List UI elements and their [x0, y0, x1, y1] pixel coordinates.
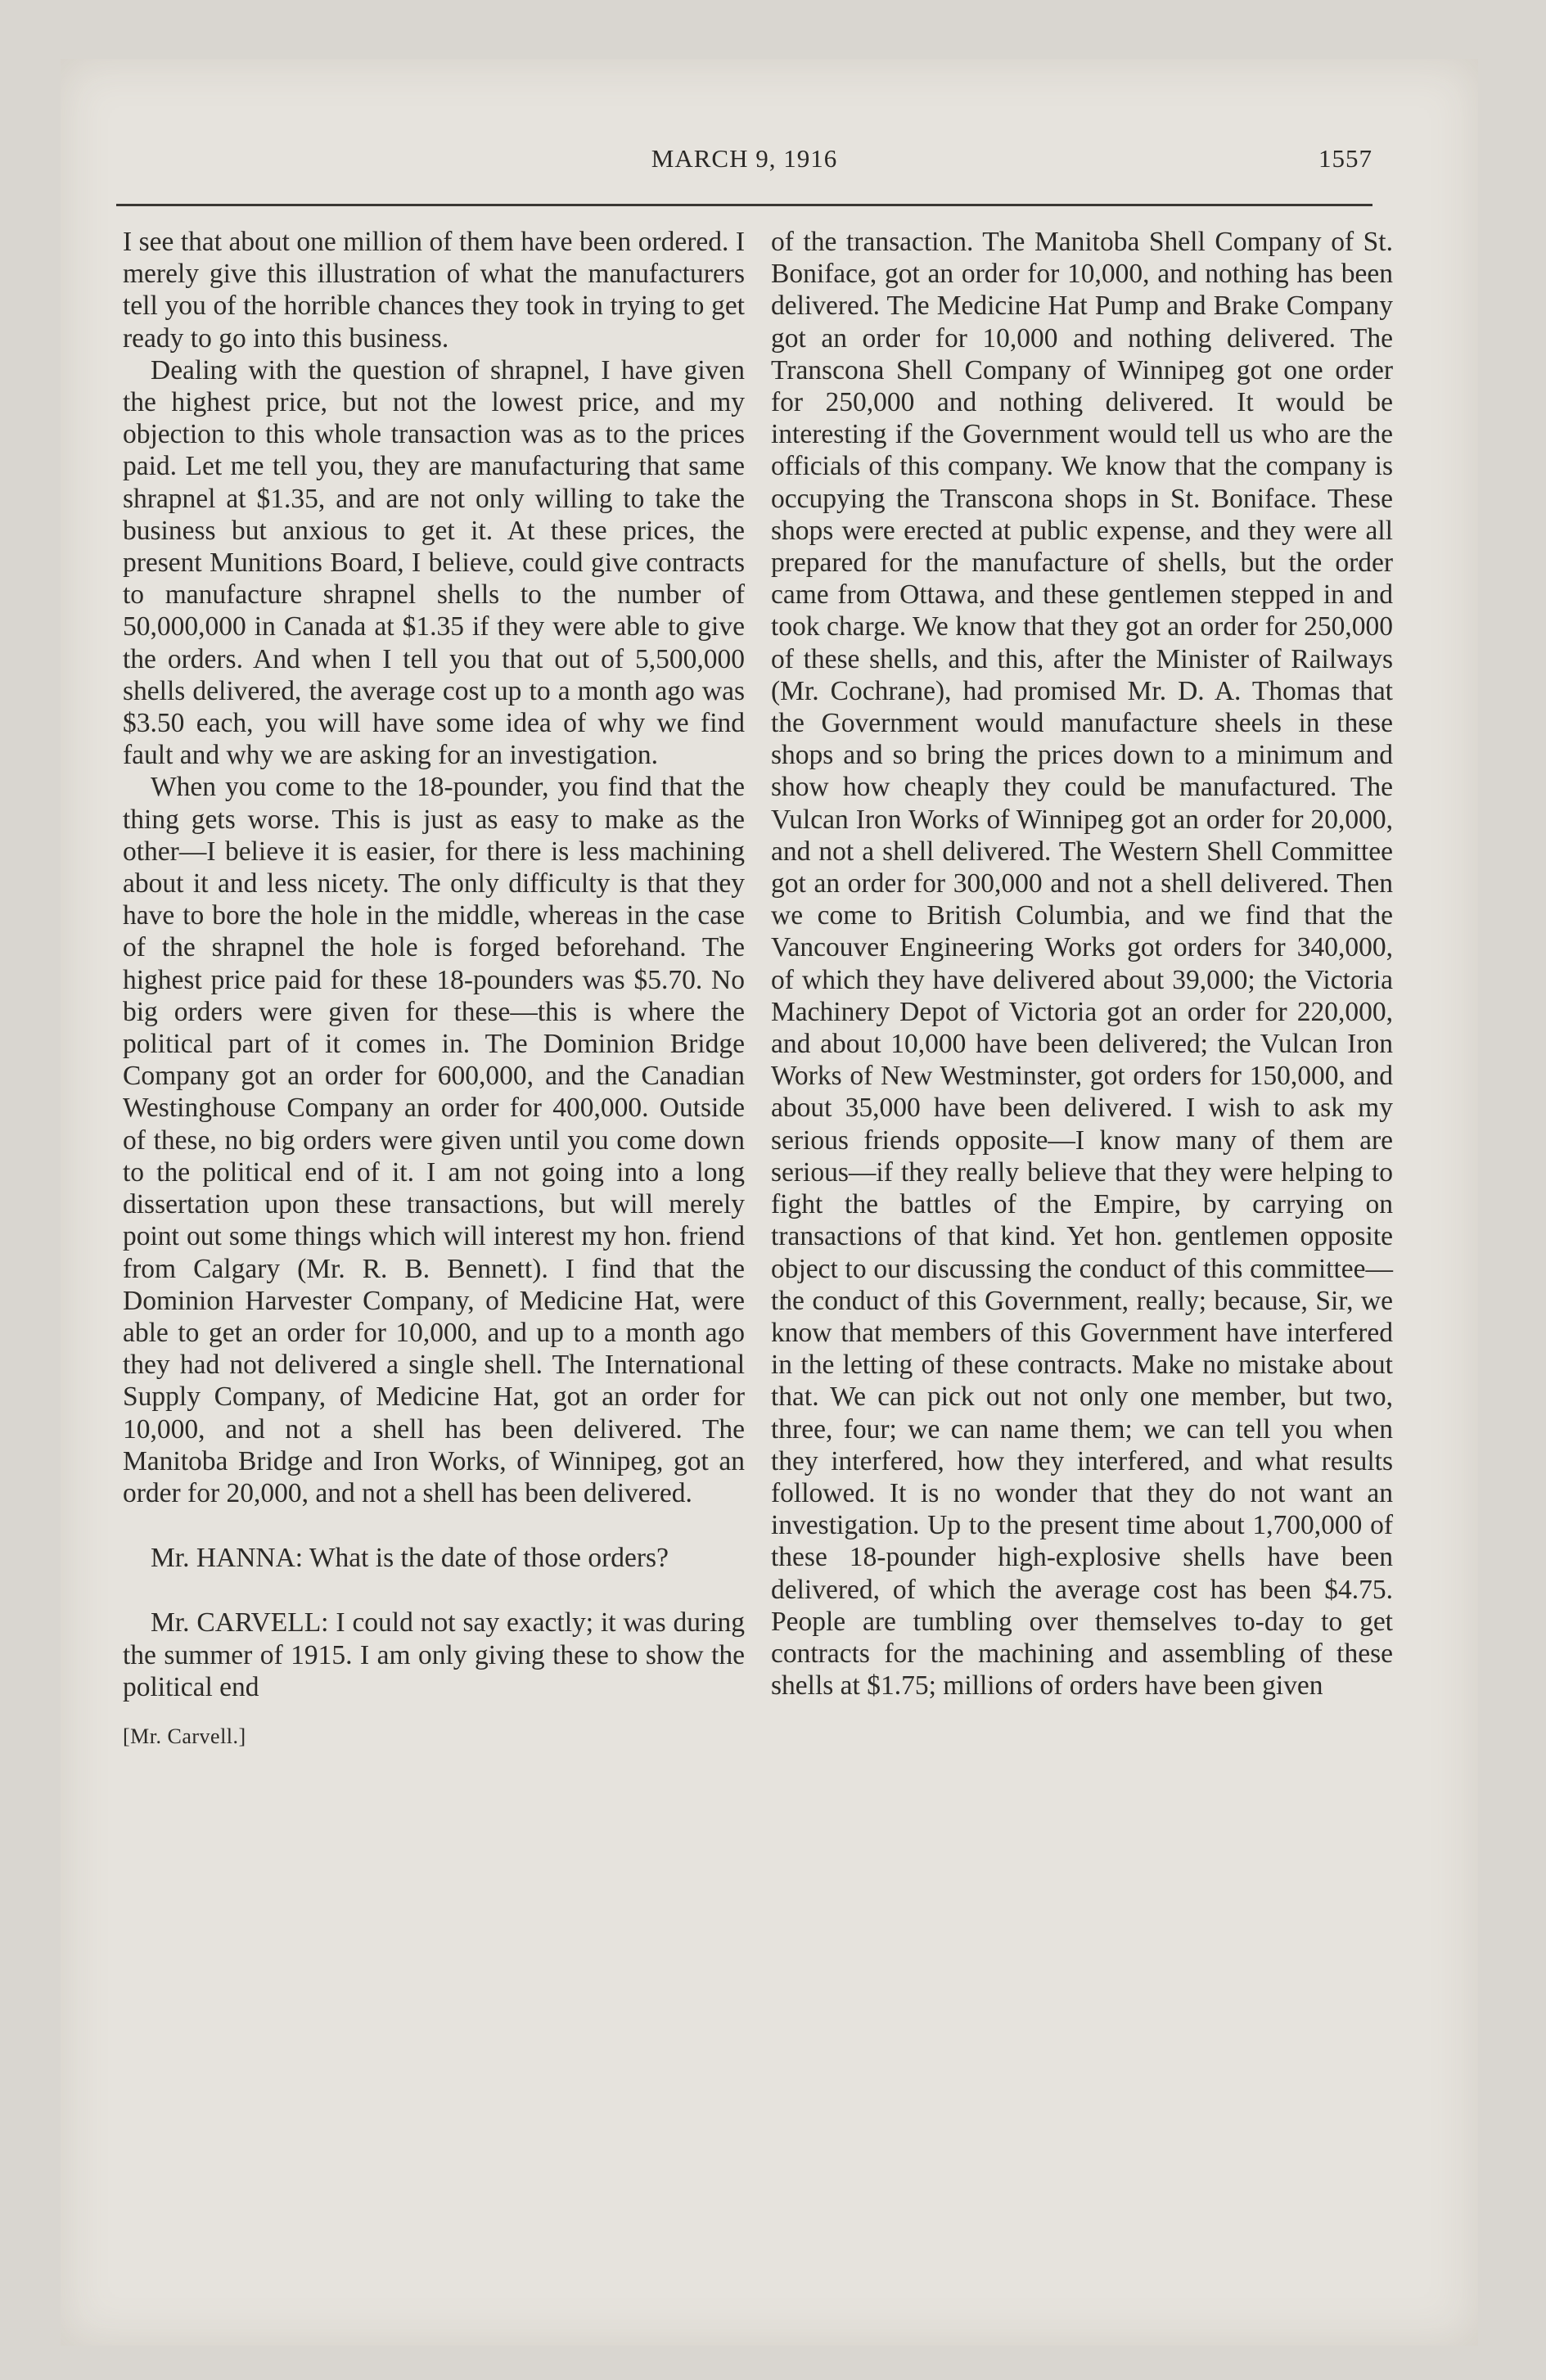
spacer — [123, 1509, 745, 1542]
speaker-attribution: [Mr. Carvell.] — [123, 1724, 246, 1748]
page-number: 1557 — [1318, 144, 1372, 173]
carvell-reply: Mr. CARVELL: I could not say exactly; it was during the summer of 1915. I am only giving these to show the political end — [123, 1607, 745, 1702]
page-header — [116, 141, 1372, 178]
left-column — [123, 226, 745, 1749]
right-column — [771, 226, 1393, 1702]
header-date: MARCH 9, 1916 — [651, 144, 838, 173]
left-paragraph-2: Dealing with the question of shrapnel, I have given the highest price, but not the lowest price, and my objection to this whole transaction was as to the prices paid. Let me tell you, they are manufacturing that same shrapnel at $1.35, and are not only willing to take the business but anxious to get it. At these prices, the present Munitions Board, I believe, could give contracts to manufacture shrapnel shells to the number of 50,000,000 in Canada at $1.35 if they were able to give the orders. And when I tell you that out of 5,500,000 shells delivered, the average cost up to a month ago was $3.50 each, you will have some idea of why we find fault and why we are asking for an investigation. — [123, 354, 745, 771]
spacer — [123, 1574, 745, 1607]
right-paragraph-1: of the transaction. The Manitoba Shell Company of St. Boniface, got an order for 10,000, and nothing has been delivered. The Medicine Hat Pump and Brake Company got an order for 10,000 and nothing delivered. The Transcona Shell Company of Winnipeg got one order for 250,000 and nothing delivered. It would be interesting if the Government would tell us who are the officials of this company. We know that the company is occupying the Transcona shops in St. Boniface. These shops were erected at public expense, and they were all prepared for the manufacture of shells, but the order came from Ottawa, and these gentlemen stepped in and took charge. We know that they got an order for 250,000 of these shells, and this, after the Minister of Railways (Mr. Cochrane), had promised Mr. D. A. Thomas that the Government would manufacture sheels in these shops and so bring the prices down to a minimum and show how cheaply they could be manufactured. The Vulcan Iron Works of Winnipeg got an order for 20,000, and not a shell delivered. The Western Shell Committee got an order for 300,000 and not a shell delivered. Then we come to British Columbia, and we find that the Vancouver Engineering Works got orders for 340,000, of which they have delivered about 39,000; the Victoria Machinery Depot of Victoria got an order for 220,000, and about 10,000 have been delivered; the Vulcan Iron Works of New Westminster, got orders for 150,000, and about 35,000 have been delivered. I wish to ask my serious friends opposite—I know many of them are serious—if they really believe that they were helping to fight the battles of the Empire, by carrying on transactions of that kind. Yet hon. gentlemen opposite object to our discussing the conduct of this committee—the conduct of this Government, really; because, Sir, we know that members of this Government have interfered in the letting of these contracts. Make no mistake about that. We can pick out not only one member, but two, three, four; we can name them; we can tell you when they interfered, how they interfered, and what results followed. It is no wonder that they do not want an investigation. Up to the present time about 1,700,000 of these 18-pounder high-explosive shells have been delivered, of which the average cost has been $4.75. People are tumbling over themselves to-day to get contracts for the machining and assembling of these shells at $1.75; millions of orders have been given — [771, 227, 1393, 1702]
left-paragraph-1: I see that about one million of them have been ordered. I merely give this illustration of what the manufacturers tell you of the horrible chances they took in trying to get ready to go into this business. — [123, 227, 745, 354]
header-rule — [116, 204, 1372, 206]
left-paragraph-3: When you come to the 18-pounder, you find that the thing gets worse. This is just as easy to make as the other—I believe it is easier, for there is less machining about it and less nicety. The only difficulty is that they have to bore the hole in the middle, whereas in the case of the shrapnel the hole is forged beforehand. The highest price paid for these 18-pounders was $5.70. No big orders were given for these—this is where the political part of it comes in. The Dominion Bridge Company got an order for 600,000, and the Canadian Westinghouse Company an order for 400,000. Outside of these, no big orders were given until you come down to the political end of it. I am not going into a long dissertation upon these transactions, but will merely point out some things which will interest my hon. friend from Calgary (Mr. R. B. Bennett). I find that the Dominion Harvester Company, of Medicine Hat, were able to get an order for 10,000, and up to a month ago they had not delivered a single shell. The International Supply Company, of Medicine Hat, got an order for 10,000, and not a shell has been delivered. The Manitoba Bridge and Iron Works, of Winnipeg, got an order for 20,000, and not a shell has been delivered. — [123, 772, 745, 1508]
hanna-question: Mr. HANNA: What is the date of those orders? — [151, 1543, 669, 1574]
